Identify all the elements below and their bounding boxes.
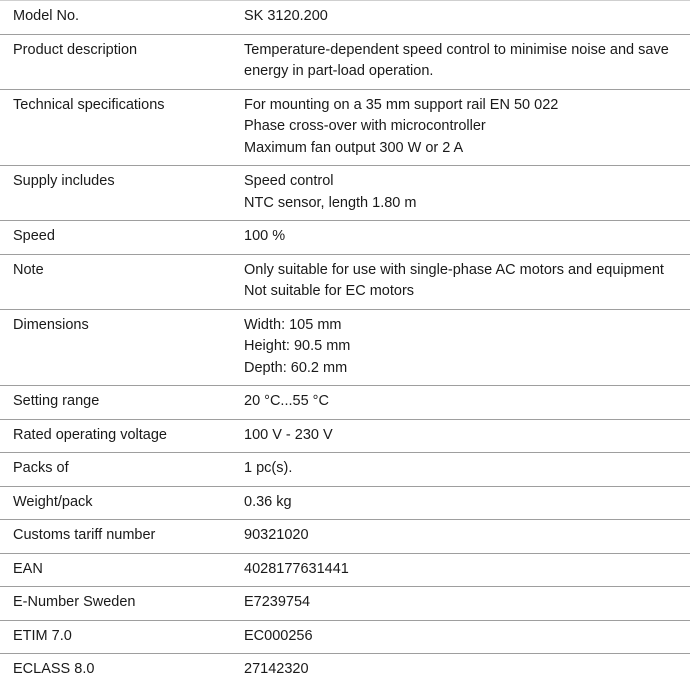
spec-label: Packs of	[13, 460, 69, 476]
spec-value-line: Width: 105 mm	[244, 316, 342, 333]
spec-row	[0, 309, 690, 386]
spec-row	[0, 519, 690, 553]
spec-value	[244, 391, 690, 413]
spec-row	[0, 653, 690, 687]
spec-label: Rated operating voltage	[13, 426, 167, 443]
spec-label: Speed	[13, 228, 55, 244]
spec-value-line: SK 3120.200	[244, 8, 328, 24]
spec-value	[244, 6, 690, 28]
spec-label: Note	[13, 261, 44, 278]
spec-value	[244, 492, 690, 514]
spec-value-line: Depth: 60.2 mm	[244, 359, 348, 376]
spec-value-line: Not suitable for EC motors	[244, 283, 415, 299]
spec-row	[0, 419, 690, 453]
spec-row	[0, 486, 690, 520]
spec-value	[244, 260, 690, 303]
spec-value-line: Speed control	[244, 173, 334, 189]
spec-label: Supply includes	[13, 173, 115, 189]
spec-value-line: Temperature-dependent speed control to minimise noise and save	[244, 41, 669, 58]
spec-label: E-Number Sweden	[13, 594, 136, 610]
spec-label: Model No.	[13, 8, 80, 24]
spec-row	[0, 586, 690, 620]
spec-value	[244, 659, 690, 681]
spec-value-line: 27142320	[244, 661, 309, 677]
spec-value	[244, 458, 690, 480]
spec-value-line: 1 pc(s).	[244, 460, 293, 476]
spec-value	[244, 95, 690, 160]
spec-label: Technical specifications	[13, 96, 165, 113]
spec-value-line: 20 °C...55 °C	[244, 393, 329, 409]
spec-value-line: E7239754	[244, 594, 311, 610]
spec-value	[244, 171, 690, 214]
spec-row	[0, 165, 690, 220]
spec-value-line: Only suitable for use with single-phase AC motors and equipment	[244, 261, 664, 278]
spec-row	[0, 0, 690, 34]
spec-value-line: Height: 90.5 mm	[244, 338, 351, 354]
spec-value-line: 4028177631441	[244, 560, 349, 577]
spec-row	[0, 254, 690, 309]
spec-value-line: For mounting on a 35 mm support rail EN 50 022	[244, 96, 559, 113]
spec-value	[244, 425, 690, 447]
spec-row	[0, 220, 690, 254]
spec-label: ECLASS 8.0	[13, 661, 95, 677]
spec-value	[244, 626, 690, 648]
spec-label: EAN	[13, 560, 43, 577]
spec-value-line: 0.36 kg	[244, 493, 292, 510]
spec-row	[0, 34, 690, 89]
spec-value-line: 100 V - 230 V	[244, 426, 333, 443]
spec-label: Customs tariff number	[13, 527, 156, 543]
spec-row	[0, 620, 690, 654]
spec-row	[0, 553, 690, 587]
spec-value-line: 100 %	[244, 228, 286, 244]
spec-label: ETIM 7.0	[13, 627, 72, 644]
spec-value-line: energy in part-load operation.	[244, 63, 434, 79]
spec-value	[244, 315, 690, 380]
spec-value	[244, 559, 690, 581]
spec-label: Setting range	[13, 393, 100, 409]
spec-value-line: Phase cross-over with microcontroller	[244, 118, 486, 134]
spec-value-line: EC000256	[244, 627, 313, 644]
spec-label: Weight/pack	[13, 493, 93, 510]
spec-value	[244, 592, 690, 614]
spec-value-line: Maximum fan output 300 W or 2 A	[244, 139, 464, 156]
spec-row	[0, 452, 690, 486]
spec-label: Dimensions	[13, 316, 89, 333]
spec-row	[0, 385, 690, 419]
spec-value	[244, 226, 690, 248]
spec-value-line: NTC sensor, length 1.80 m	[244, 194, 417, 211]
spec-label: Product description	[13, 41, 138, 58]
spec-value-line: 90321020	[244, 527, 309, 543]
spec-value	[244, 525, 690, 547]
spec-row	[0, 89, 690, 166]
spec-value	[244, 40, 690, 83]
